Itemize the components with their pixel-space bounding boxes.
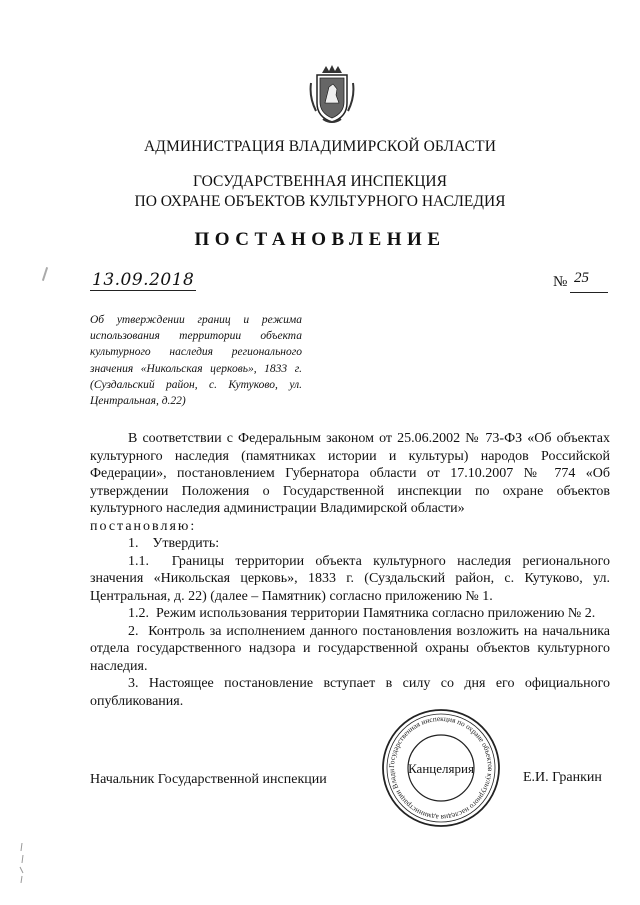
margin-mark xyxy=(42,267,48,281)
document-body xyxy=(90,430,610,710)
stamp-ring-text: Государственная инспекция по охране объектов культурного наследия администрации Влади xyxy=(386,713,496,823)
document-subject: Об утверждении границ и режима использования территории объекта культурного наследия регионального значения «Никольская церковь», 1833 г. (Суздальский район, с. Кутуково, ул. Центральная, д.22) xyxy=(90,314,302,408)
office-stamp xyxy=(380,707,502,829)
inspection-title xyxy=(0,172,640,212)
stamp-center-text: Канцелярия xyxy=(408,761,474,776)
document-date: 13.09.2018 xyxy=(92,270,195,290)
inspection-title-line1: ГОСУДАРСТВЕННАЯ ИНСПЕКЦИЯ xyxy=(193,173,447,190)
preamble-paragraph: В соответствии с Федеральным законом от 25.06.2002 № 73-ФЗ «Об объектах культурного наследия (памятниках истории и культуры) народов Российской Федерации», постановлением Губернатора области от 17.10.2007 № 774 «Об утверждении Положения о Государственной инспекции по охране объектов культурного наследия администрации Владимирской области» xyxy=(90,431,610,516)
item-1-2: 1.2. Режим использования территории Памятника согласно приложению № 2. xyxy=(128,606,596,621)
signatory-role: Начальник Государственной инспекции xyxy=(90,772,327,787)
administration-title: АДМИНИСТРАЦИЯ ВЛАДИМИРСКОЙ ОБЛАСТИ xyxy=(144,138,496,155)
date-underline xyxy=(90,290,196,291)
resolve-word: постановляю: xyxy=(90,518,197,534)
inspection-title-line2: ПО ОХРАНЕ ОБЪЕКТОВ КУЛЬТУРНОГО НАСЛЕДИЯ xyxy=(134,193,506,210)
number-label: № xyxy=(553,274,568,290)
number-underline xyxy=(570,292,608,293)
item-1-1: 1.1. Границы территории объекта культурного наследия регионального значения «Никольская церковь», 1833 г. (Суздальский район, с. Кутуково, ул. Центральная, д. 22) (далее – Памятник) согласно приложению № 1. xyxy=(90,553,610,604)
item-2: 2. Контроль за исполнением данного постановления возложить на начальника отдела государственного надзора и государственной охраны объектов культурного наследия. xyxy=(90,623,610,674)
signatory-name: Е.И. Гранкин xyxy=(523,770,602,785)
item-1: 1. Утвердить: xyxy=(128,536,220,551)
document-number: 25 xyxy=(574,270,589,286)
item-3: 3. Настоящее постановление вступает в силу со дня его официального опубликования. xyxy=(90,676,610,709)
margin-scribble xyxy=(17,843,27,883)
document-type: ПОСТАНОВЛЕНИЕ xyxy=(194,229,446,250)
coat-of-arms-icon xyxy=(309,63,355,125)
